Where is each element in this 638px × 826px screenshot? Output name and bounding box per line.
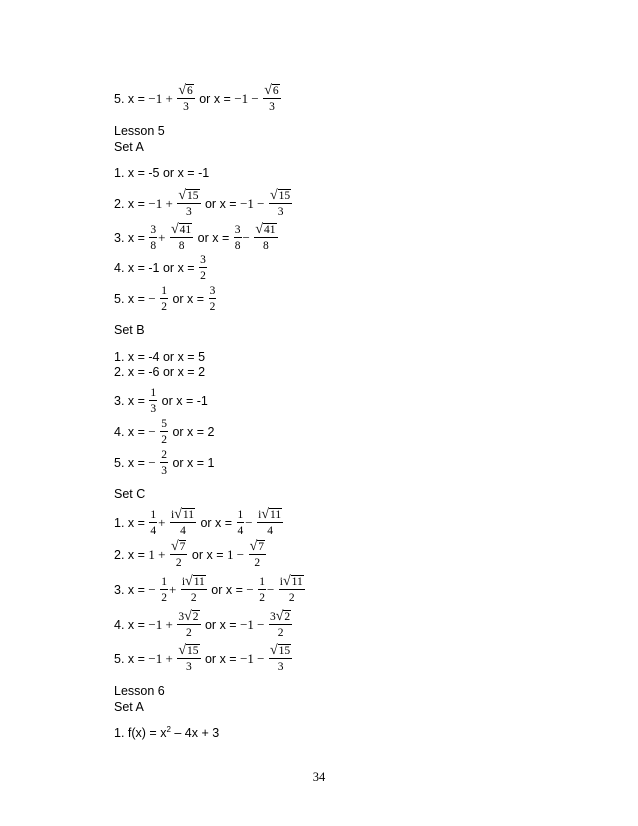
- fraction: $\frac{√7}{2}$: [170, 539, 186, 569]
- fraction: $\frac{√7}{2}$: [249, 539, 265, 569]
- fraction: $\frac{i√11}{2}$: [181, 574, 205, 604]
- fraction: $\frac{3√2}{2}$: [269, 609, 291, 639]
- fraction: $\frac{√41}{8}$: [255, 222, 276, 252]
- answer-item: 3. x = − $\frac{1}{2}$ + $\frac{i√11}{2}$ or x = − $\frac{1}{2}$ − $\frac{i√11}{2}$: [114, 574, 303, 604]
- fraction: $\frac{1}{4}$: [237, 509, 244, 537]
- fraction: $\frac{√15}{3}$: [269, 643, 291, 673]
- set-heading: Set A: [114, 140, 144, 154]
- lesson-heading: Lesson 6: [114, 684, 165, 698]
- answer-item: 5. x = − $\frac{2}{3}$ or x = 1: [114, 449, 215, 477]
- answer-item: 4. x = −1 + $\frac{3√2}{2}$ or x = −1 − $\frac{3√2}{2}$: [114, 609, 291, 639]
- answer-item: 3. x = $\frac{3}{8}$ + $\frac{√41}{8}$ or x = $\frac{3}{8}$ − $\frac{√41}{8}$: [114, 222, 276, 252]
- fraction: $\frac{√6}{3}$: [264, 83, 279, 113]
- fraction: $\frac{3}{2}$: [209, 285, 216, 313]
- set-heading: Set C: [114, 487, 146, 501]
- answer-item: 5. x = −1 + $\frac{√15}{3}$ or x = −1 − $\frac{√15}{3}$: [114, 643, 291, 673]
- fraction: $\frac{1}{3}$: [150, 387, 157, 415]
- fraction: $\frac{3√2}{2}$: [178, 609, 199, 639]
- fraction: $\frac{1}{2}$: [161, 576, 167, 604]
- answer-item: 1. x = -4 or x = 5: [114, 350, 206, 364]
- answer-item: 1. $f(x) = x^2 - 4x + 3$: [114, 725, 220, 741]
- answer-item: 4. x = -1 or x = $\frac{3}{2}$: [114, 254, 206, 282]
- fraction: $\frac{1}{4}$: [150, 509, 157, 537]
- fraction: $\frac{2}{3}$: [161, 449, 167, 477]
- answer-item: 2. x = −1 + $\frac{√15}{3}$ or x = −1 − $\frac{√15}{3}$: [114, 188, 291, 218]
- fraction: $\frac{√15}{3}$: [269, 188, 291, 218]
- fraction: $\frac{3}{2}$: [200, 254, 206, 282]
- answer-item: 5. x = − $\frac{1}{2}$ or x = $\frac{3}{2}$: [114, 285, 216, 313]
- answer-item: 2. x = 1 + $\frac{√7}{2}$ or x = 1 − $\frac{√7}{2}$: [114, 539, 265, 569]
- fraction: $\frac{1}{2}$: [259, 576, 265, 604]
- fraction: $\frac{5}{2}$: [161, 418, 167, 446]
- fraction: $\frac{1}{2}$: [161, 285, 167, 313]
- set-heading: Set A: [114, 700, 144, 714]
- answer-item: 1. x = -5 or x = -1: [114, 166, 210, 180]
- fraction: $\frac{i√11}{2}$: [279, 574, 303, 604]
- fraction: $\frac{3}{8}$: [150, 224, 157, 252]
- fraction: $\frac{i√11}{4}$: [258, 507, 282, 537]
- answer-item: 5. x = −1 + $\frac{√6}{3}$ or x = −1 − $\frac{√6}{3}$: [114, 83, 279, 113]
- answer-item: 4. x = − $\frac{5}{2}$ or x = 2: [114, 418, 215, 446]
- answer-item: 2. x = -6 or x = 2: [114, 365, 206, 379]
- fraction: $\frac{√41}{8}$: [170, 222, 192, 252]
- fraction: $\frac{√15}{3}$: [178, 643, 199, 673]
- lesson-heading: Lesson 5: [114, 124, 165, 138]
- fraction: $\frac{√15}{3}$: [178, 188, 199, 218]
- fraction: $\frac{3}{8}$: [234, 224, 241, 252]
- answer-item: 1. x = $\frac{1}{4}$ + $\frac{i√11}{4}$ or x = $\frac{1}{4}$ − $\frac{i√11}{4}$: [114, 507, 282, 537]
- set-heading: Set B: [114, 323, 145, 337]
- fraction: $\frac{√6}{3}$: [178, 83, 193, 113]
- page-number: 34: [312, 770, 326, 784]
- fraction: $\frac{i√11}{4}$: [170, 507, 194, 537]
- answer-item: 3. x = $\frac{1}{3}$ or x = -1: [114, 387, 208, 415]
